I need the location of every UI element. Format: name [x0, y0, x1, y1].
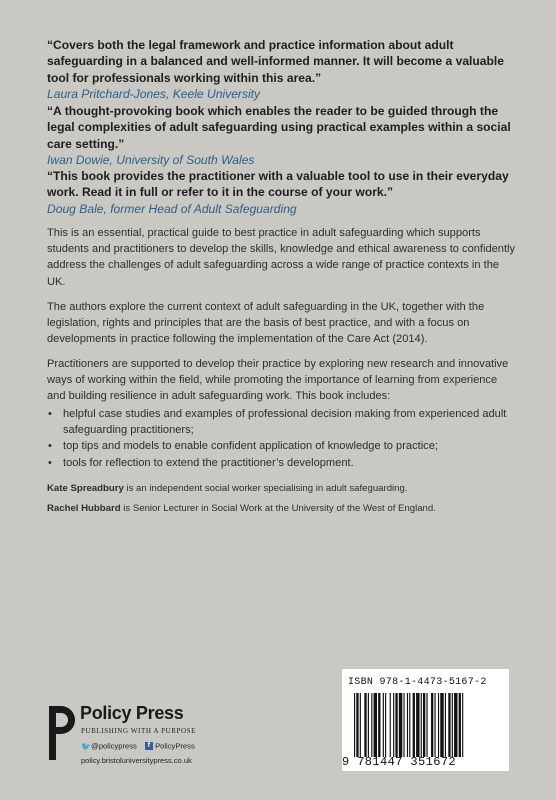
- publisher-logo: [47, 700, 347, 780]
- author-bio: [47, 482, 516, 495]
- description-paragraph: Practitioners are supported to develop their practice by exploring new research and innovative ways of working within the field, while promoting the importance of learning from experience and building resilience in adult safeguarding work. This book includes:: [47, 358, 509, 403]
- author-name: Rachel Hubbard: [47, 503, 121, 514]
- publisher-name: Policy Press: [80, 703, 184, 723]
- includes-list: [47, 406, 516, 471]
- quote-text: “Covers both the legal framework and practice information about adult safeguarding in a balanced and well-informed manner. It will become a valuable tool for professionals working within this area.”: [47, 38, 504, 85]
- publisher-url: policy.bristoluniversitypress.co.uk: [81, 756, 192, 765]
- description-paragraph: The authors explore the current context of adult safeguarding in the UK, together with the legislation, rights and principles that are the basis of best practice, and with a focus on developments in practice following the implementation of the Care Act (2014).: [47, 301, 485, 346]
- quote-author: Doug Bale, former Head of Adult Safeguarding: [47, 201, 297, 216]
- twitter-icon: 🐦: [81, 741, 91, 751]
- list-item: • helpful case studies and examples of professional decision making from experienced adult safeguarding practitioners;: [47, 406, 516, 438]
- author-bio: [47, 502, 516, 515]
- publisher-social: [81, 741, 195, 751]
- list-item: • top tips and models to enable confident application of knowledge to practice;: [47, 438, 516, 454]
- description-paragraph: This is an essential, practical guide to best practice in adult safeguarding which supports students and practitioners to develop the skills, knowledge and ethical awareness to confidently address the challenges of adult safeguarding across a wide range of practice contexts in the UK.: [47, 227, 516, 288]
- quote-author: Laura Pritchard-Jones, Keele University: [47, 87, 261, 102]
- barcode-icon: [352, 693, 502, 757]
- author-name: Kate Spreadbury: [47, 483, 124, 494]
- author-bio-text: is Senior Lecturer in Social Work at the University of the West of England.: [120, 503, 436, 514]
- endorsement-quote: [47, 168, 516, 217]
- publisher-tagline: PUBLISHING WITH A PURPOSE: [81, 727, 197, 735]
- facebook-icon: f: [145, 742, 153, 750]
- twitter-handle: @policypress: [91, 741, 137, 751]
- facebook-handle: PolicyPress: [155, 741, 195, 751]
- barcode-box: [342, 669, 509, 771]
- author-bio-text: is an independent social worker specialising in adult safeguarding.: [123, 483, 408, 494]
- quote-author: Iwan Dowie, University of South Wales: [47, 153, 255, 168]
- barcode-digits: 9 781447 351672: [342, 755, 457, 769]
- policy-press-p-icon: [47, 704, 77, 764]
- list-item: • tools for reflection to extend the practitioner’s development.: [47, 455, 516, 471]
- quote-text: “A thought-provoking book which enables the reader to be guided through the legal complexities of adult safeguarding using practical examples within a social care setting.”: [47, 104, 511, 151]
- endorsement-quote: [47, 103, 516, 169]
- quote-text: “This book provides the practitioner with a valuable tool to use in their everyday work. Read it in full or refer to it in the course of your work.”: [47, 169, 509, 200]
- isbn-label: ISBN 978-1-4473-5167-2: [348, 677, 487, 688]
- endorsement-quote: [47, 37, 516, 103]
